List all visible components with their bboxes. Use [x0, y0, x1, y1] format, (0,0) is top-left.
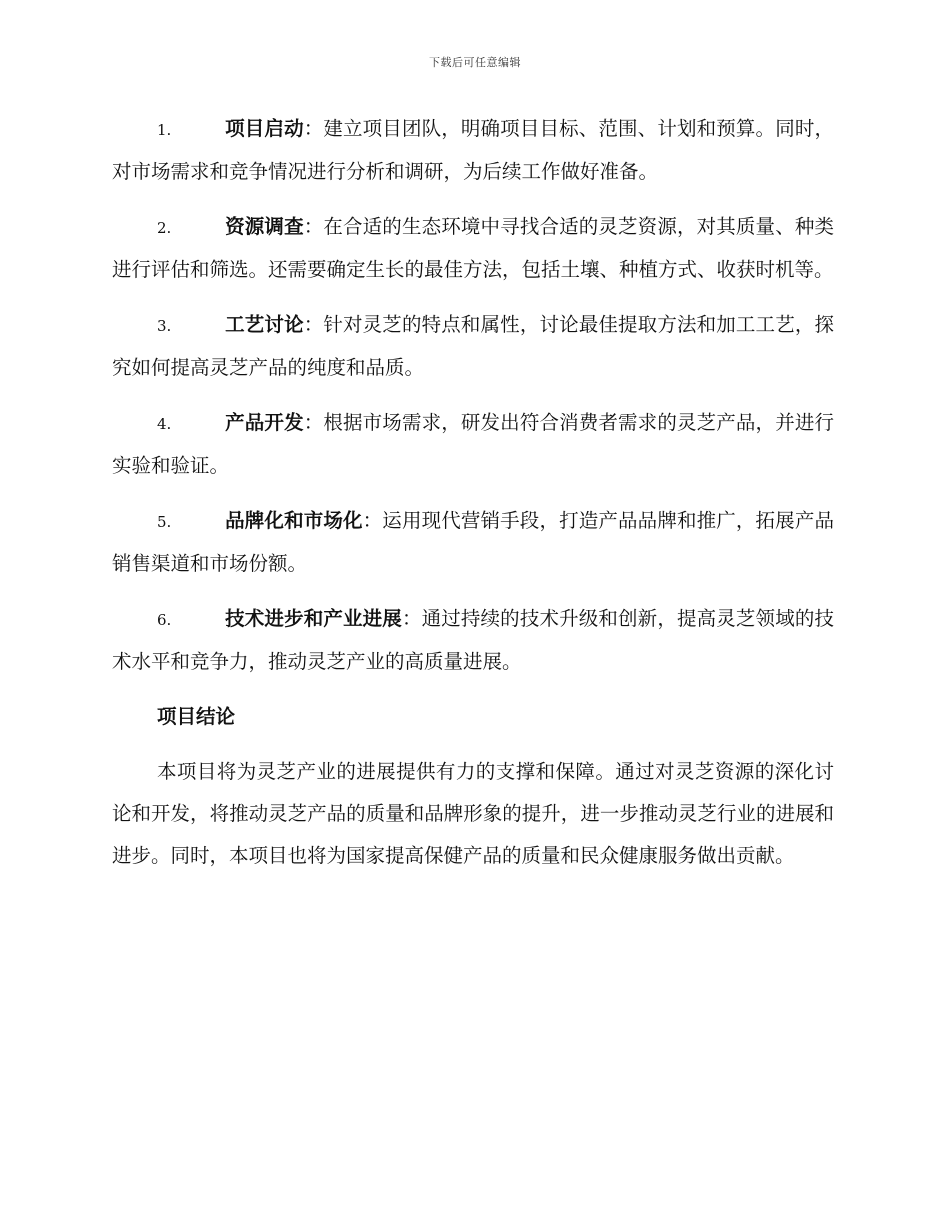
list-number: 2.: [157, 219, 172, 237]
document-body: [112, 108, 834, 877]
list-text: ：建立项目团队，明确项目目标、范围、计划和预算。同时，对市场需求和竞争情况进行分析和调研，为后续工作做好准备。: [112, 117, 834, 183]
list-text: ：运用现代营销手段，打造产品品牌和推广，拓展产品销售渠道和市场份额。: [112, 509, 834, 575]
list-item: [112, 206, 834, 291]
list-item: [112, 500, 834, 585]
list-term: 工艺讨论: [225, 313, 304, 336]
list-term: 项目启动: [225, 117, 304, 140]
conclusion-paragraph: 本项目将为灵芝产业的进展提供有力的支撑和保障。通过对灵芝资源的深化讨论和开发，将推动灵芝产品的质量和品牌形象的提升，进一步推动灵芝行业的进展和进步。同时，本项目也将为国家提高保健产品的质量和民众健康服务做出贡献。: [112, 760, 834, 867]
list-text: ：针对灵芝的特点和属性，讨论最佳提取方法和加工工艺，探究如何提高灵芝产品的纯度和品质。: [112, 313, 834, 379]
list-term: 资源调查: [225, 215, 304, 238]
list-item: [112, 598, 834, 683]
list-number: 4.: [157, 415, 172, 433]
list-number: 5.: [157, 513, 172, 531]
list-text: ：在合适的生态环境中寻找合适的灵芝资源，对其质量、种类进行评估和筛选。还需要确定生长的最佳方法，包括土壤、种植方式、收获时机等。: [112, 215, 834, 281]
list-text: ：通过持续的技术升级和创新，提高灵芝领域的技术水平和竞争力，推动灵芝产业的高质量进展。: [112, 607, 834, 673]
list-item: [112, 304, 834, 389]
list-term: 技术进步和产业进展: [225, 607, 402, 630]
list-term: 产品开发: [225, 411, 304, 434]
list-number: 1.: [157, 121, 172, 139]
list-number: 6.: [157, 611, 172, 629]
list-item: [112, 108, 834, 193]
list-term: 品牌化和市场化: [225, 509, 363, 532]
page-header: 下载后可任意编辑: [429, 56, 521, 69]
section-title: 项目结论: [157, 705, 236, 728]
list-text: ：根据市场需求，研发出符合消费者需求的灵芝产品，并进行实验和验证。: [112, 411, 834, 477]
list-number: 3.: [157, 317, 172, 335]
list-item: [112, 402, 834, 487]
